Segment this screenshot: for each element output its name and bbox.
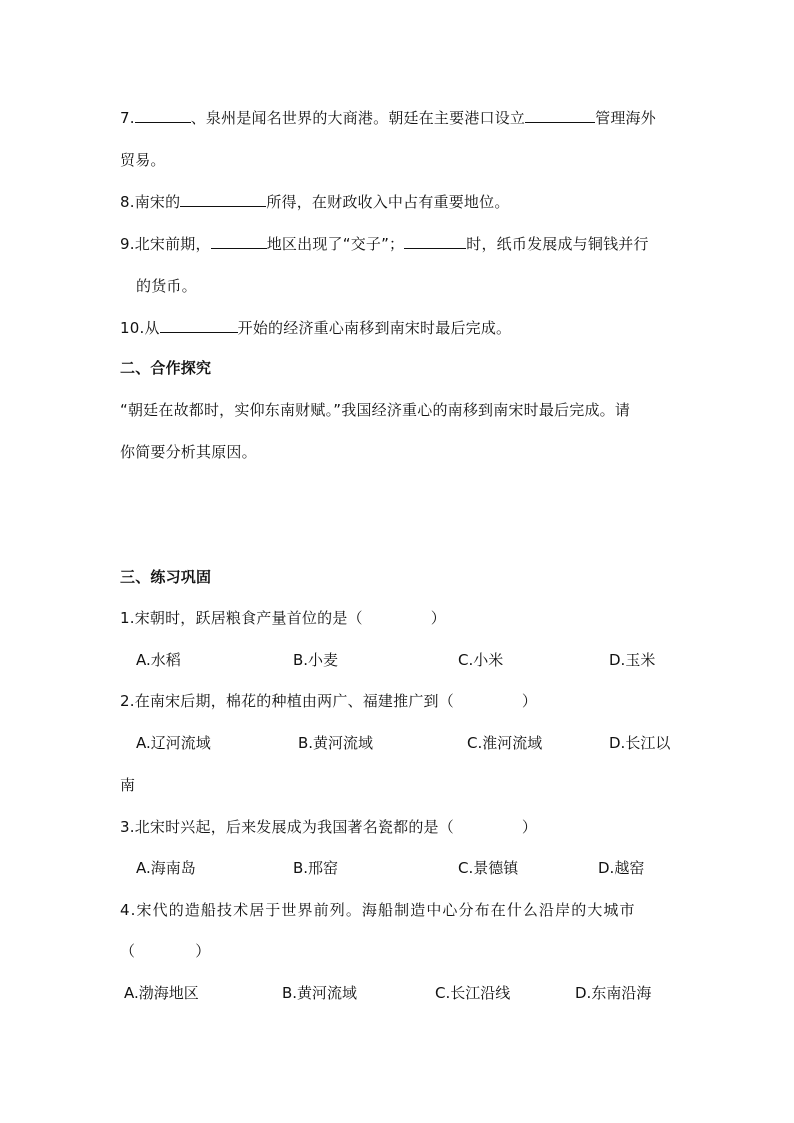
mc-q2-stem: 2.在南宋后期，棉花的种植由两广、福建推广到（ (120, 692, 454, 710)
q7-blank-1[interactable] (135, 108, 191, 123)
q9-cont-text: 的货币。 (136, 277, 197, 295)
q7-number: 7. (120, 109, 135, 127)
q9-text-2: 时，纸币发展成与铜钱并行 (466, 235, 649, 253)
mc-q1-option-d[interactable]: D.玉米 (609, 651, 656, 669)
mc-q4-open: （ (120, 942, 136, 960)
q9-text-1: 地区出现了“交子”； (266, 235, 405, 253)
q7-text-2: 管理海外 (595, 109, 656, 127)
mc-q4-close: ） (195, 942, 211, 960)
q10-blank-1[interactable] (160, 318, 238, 333)
mc-q3-option-c[interactable]: C.景德镇 (458, 859, 519, 877)
mc-q1-option-b[interactable]: B.小麦 (293, 651, 339, 669)
mc-q1-stem: 1.宋朝时，跃居粮食产量首位的是（ (120, 609, 363, 627)
mc-q4-option-c[interactable]: C.长江沿线 (435, 984, 511, 1002)
mc-q4-option-a[interactable]: A.渤海地区 (124, 984, 199, 1002)
section-2-text-line-2: 你简要分析其原因。 (120, 443, 257, 461)
mc-q2-option-a[interactable]: A.辽河流域 (136, 734, 211, 752)
mc-q3-close: ） (521, 818, 538, 836)
mc-q1-option-a[interactable]: A.水稻 (136, 651, 181, 669)
mc-question-2 (120, 691, 537, 711)
mc-q2-close: ） (521, 692, 538, 710)
question-9 (120, 234, 649, 254)
q10-text-1: 开始的经济重心南移到南宋时最后完成。 (237, 319, 512, 337)
mc-question-4 (120, 900, 636, 920)
mc-q2-continuation: 南 (120, 776, 136, 794)
mc-q4-option-d[interactable]: D.东南沿海 (575, 984, 652, 1002)
q10-number: 10.从 (120, 319, 160, 337)
q8-text-1: 所得，在财政收入中占有重要地位。 (266, 193, 510, 211)
mc-q2-option-d[interactable]: D.长江以 (609, 734, 671, 752)
mc-q1-option-c[interactable]: C.小米 (458, 651, 504, 669)
mc-q4-paren-line (120, 941, 210, 961)
q7-text-1: 、泉州是闻名世界的大商港。朝廷在主要港口设立 (190, 109, 526, 127)
q9-blank-2[interactable] (404, 234, 466, 249)
section-2-heading: 二、合作探究 (120, 359, 212, 377)
q9-number: 9.北宋前期， (120, 235, 211, 253)
mc-question-1 (120, 608, 446, 628)
q7-cont-text: 贸易。 (120, 151, 166, 169)
mc-q2-option-b[interactable]: B.黄河流域 (298, 734, 374, 752)
q7-continuation (120, 150, 166, 170)
mc-q4-stem: 4.宋代的造船技术居于世界前列。海船制造中心分布在什么沿岸的大城市 (120, 901, 636, 919)
q7-blank-2[interactable] (525, 108, 595, 123)
section-2-text-line-1: “朝廷在故都时，实仰东南财赋。”我国经济重心的南移到南宋时最后完成。请 (120, 401, 631, 419)
mc-q4-option-b[interactable]: B.黄河流域 (282, 984, 358, 1002)
q9-continuation (136, 276, 197, 296)
mc-q2-option-c[interactable]: C.淮河流域 (467, 734, 543, 752)
mc-q3-option-d[interactable]: D.越窑 (598, 859, 645, 877)
question-7 (120, 108, 656, 128)
q8-blank-1[interactable] (180, 192, 266, 207)
mc-q3-option-b[interactable]: B.邢窑 (293, 859, 339, 877)
mc-q3-stem: 3.北宋时兴起，后来发展成为我国著名瓷都的是（ (120, 818, 454, 836)
question-8 (120, 192, 510, 212)
mc-question-3 (120, 817, 537, 837)
question-10 (120, 318, 511, 338)
q8-number: 8.南宋的 (120, 193, 181, 211)
mc-q1-close: ） (430, 609, 446, 627)
mc-q3-option-a[interactable]: A.海南岛 (136, 859, 196, 877)
q9-blank-1[interactable] (211, 234, 267, 249)
section-3-heading: 三、练习巩固 (120, 568, 212, 586)
